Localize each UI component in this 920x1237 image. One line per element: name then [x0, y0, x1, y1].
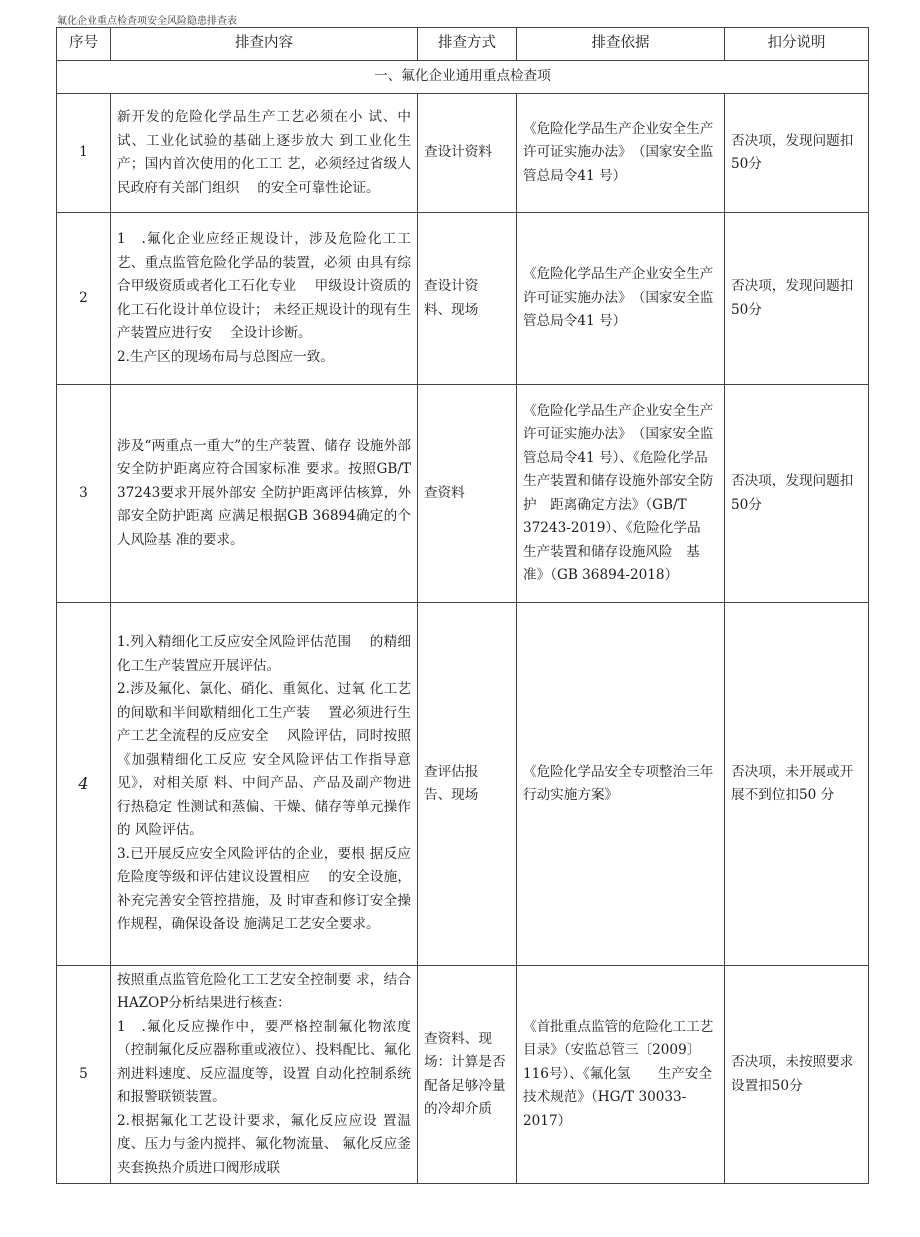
content-paragraph: 2.根据氟化工艺设计要求，氟化反应应设 置温度、压力与釜内搅拌、氟化物流量、 氟化反应釜夹套换热介质进口阀形成联	[117, 1112, 411, 1176]
table-row	[57, 94, 869, 213]
row-method: 查资料、现场：计算是否配备足够冷量的冷却介质	[418, 966, 517, 1184]
header-content: 排查内容	[111, 28, 418, 61]
header-score: 扣分说明	[725, 28, 869, 61]
row-number: 5	[57, 966, 111, 1184]
row-basis: 《危险化学品生产企业安全生产许可证实施办法》 （国家安全监管总局令41 号）	[517, 213, 725, 385]
header-method: 排查方式	[418, 28, 517, 61]
row-score: 否决项，未按照要求设置扣50分	[725, 966, 869, 1184]
row-basis: 《危险化学品生产企业安全生产许可证实施办法》 （国家安全监管总局令41 号）	[517, 94, 725, 213]
row-method: 查资料	[418, 385, 517, 603]
content-paragraph: 按照重点监管危险化工工艺安全控制要 求，结合HAZOP分析结果进行核查：	[117, 971, 411, 1012]
row-number: 1	[57, 94, 111, 213]
content-paragraph: 2.涉及氟化、氯化、硝化、重氮化、过氧 化工艺的间歇和半间歇精细化工生产装 置必须进行生产工艺全流程的反应安全 风险评估，同时按照《加强精细化工反应 安全风险评估工作指导意见》，对相关原 料、中间产品、产品及副产物进行热稳定 性测试和蒸偏、干燥、储存等单元操作的 风险评估。	[117, 681, 411, 839]
content-paragraph: 1 .氟化反应操作中，要严格控制氟化物浓度（控制氟化反应器称重或液位）、投料配比、氟化剂进料速度、反应温度等，设置 自动化控制系统和报警联锁装置。	[117, 1018, 411, 1106]
row-basis: 《危险化学品安全专项整治三年行动实施方案》	[517, 603, 725, 966]
header-no: 序号	[57, 28, 111, 61]
content-paragraph: 3.已开展反应安全风险评估的企业，要根 据反应危险度等级和评估建议设置相应 的安全设施，补充完善安全管控措施，及 时审查和修订安全操作规程，确保设备设 施满足工艺安全要求。	[117, 845, 411, 933]
table-header-row	[57, 28, 869, 61]
row-content	[111, 94, 418, 213]
table-row	[57, 213, 869, 385]
row-score: 否决项，发现问题扣50分	[725, 213, 869, 385]
section-row	[57, 61, 869, 94]
content-paragraph: 新开发的危险化学品生产工艺必须在小 试、中试、工业化试验的基础上逐步放大 到工业化生产；国内首次使用的化工工 艺，必须经过省级人民政府有关部门组织 的安全可靠性论证。	[117, 109, 411, 196]
row-method: 查设计资料	[418, 94, 517, 213]
row-content	[111, 603, 418, 966]
row-method: 查评估报 告、现场	[418, 603, 517, 966]
row-score: 否决项，发现问题扣50分	[725, 94, 869, 213]
content-paragraph: 2.生产区的现场布局与总图应一致。	[117, 348, 334, 365]
row-number: 4	[57, 603, 111, 966]
table-row	[57, 966, 869, 1184]
header-basis: 排查依据	[517, 28, 725, 61]
row-number: 2	[57, 213, 111, 385]
row-number: 3	[57, 385, 111, 603]
row-content	[111, 385, 418, 603]
row-score: 否决项，发现问题扣50分	[725, 385, 869, 603]
row-method: 查设计资 料、现场	[418, 213, 517, 385]
content-paragraph: 涉及“两重点一重大”的生产装置、储存 设施外部安全防护距离应符合国家标准 要求。按照GB/T 37243要求开展外部安 全防护距离评估核算，外部安全防护距离 应满足根据GB 36894确定的个人风险基 准的要求。	[117, 437, 411, 548]
content-paragraph: 1.列入精细化工反应安全风险评估范围 的精细化工生产装置应开展评估。	[117, 634, 411, 674]
section-title: 一、氟化企业通用重点检查项	[57, 61, 869, 94]
document-title: 氟化企业重点检查项安全风险隐患排查表	[57, 16, 237, 27]
row-basis: 《首批重点监管的危险化工工艺目录》（安监总管三〔2009〕 116号）、《氟化氢 生产安全技术规范》（HG/T 30033-2017）	[517, 966, 725, 1184]
row-content	[111, 966, 418, 1184]
content-paragraph: 1 .氟化企业应经正规设计，涉及危险化工工艺、重点监管危险化学品的装置，必须 由具有综合甲级资质或者化工石化专业 甲级设计资质的化工石化设计单位设计； 未经正规设计的现有生产装置应进行安 全设计诊断。	[117, 231, 411, 341]
row-score: 否决项，未开展或开展不到位扣50 分	[725, 603, 869, 966]
table-row	[57, 603, 869, 966]
row-content	[111, 213, 418, 385]
row-basis: 《危险化学品生产企业安全生产许可证实施办法》 （国家安全监管总局令41 号）、《危险化学品生产装置和储存设施外部安全防护 距离确定方法》（GB/T 37243-2019）、《危险化学品 生产装置和储存设施风险 基准》（GB 36894-2018）	[517, 385, 725, 603]
inspection-table	[56, 27, 869, 1184]
table-row	[57, 385, 869, 603]
